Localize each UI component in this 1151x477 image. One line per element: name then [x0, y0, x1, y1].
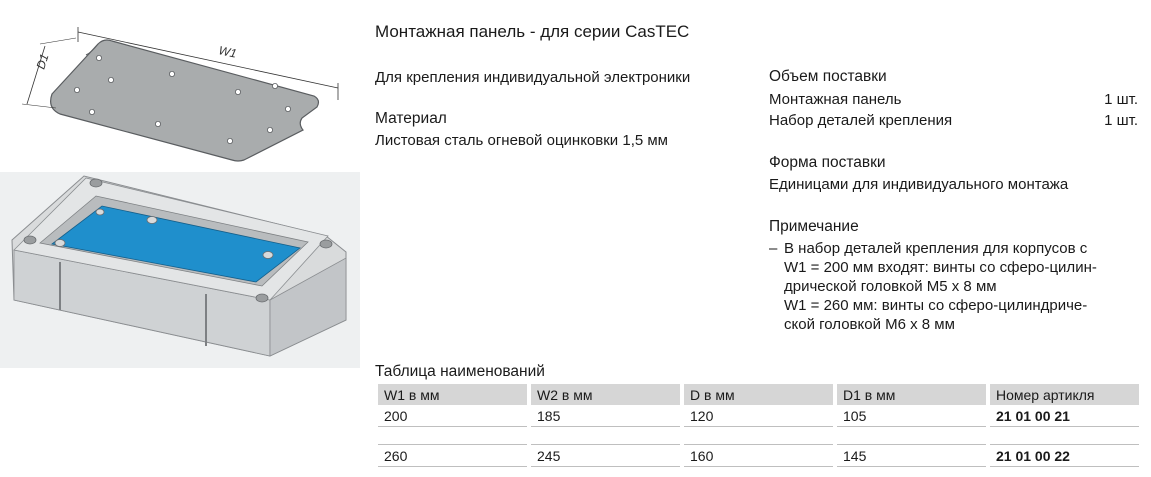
product-illustration: [0, 0, 360, 370]
intro-text: Для крепления индивидуальной электроники: [375, 69, 691, 86]
form-heading: Форма поставки: [769, 154, 886, 171]
dimension-label-d1: D1: [33, 52, 52, 71]
cell-w1: 200: [378, 405, 527, 427]
cell-w2: 185: [531, 405, 680, 427]
note-line: W1 = 260 мм: винты со сферо-цилиндриче-: [784, 297, 1088, 314]
note-line: ской головкой M6 x 8 мм: [784, 316, 955, 333]
material-heading: Материал: [375, 110, 447, 127]
cell-d: 120: [684, 405, 833, 427]
scope-item-name: Монтажная панель: [769, 91, 902, 108]
table-row: [378, 445, 1139, 467]
header-w1: W1 в мм: [378, 384, 527, 405]
housing-render: [0, 172, 360, 368]
form-text: Единицами для индивидуального монтажа: [769, 176, 1069, 193]
note-line: дрической головкой M5 x 8 мм: [784, 278, 997, 295]
cell-d1: 145: [837, 445, 986, 467]
table-row: [378, 405, 1139, 427]
cell-w1: 260: [378, 445, 527, 467]
note-line: – В набор деталей крепления для корпусов с: [769, 240, 1088, 257]
cell-article: 21 01 00 22: [990, 445, 1139, 467]
header-article: Номер артикля: [990, 384, 1139, 405]
table-header-row: [378, 384, 1139, 405]
table-spacer-row: [378, 427, 1139, 445]
header-d1: D1 в мм: [837, 384, 986, 405]
table-title: Таблица наименований: [375, 363, 545, 380]
cell-w2: 245: [531, 445, 680, 467]
note-line: W1 = 200 мм входят: винты со сферо-цилин-: [784, 259, 1097, 276]
dimension-label-w1: W1: [217, 43, 238, 61]
cell-d1: 105: [837, 405, 986, 427]
scope-item: [769, 90, 1138, 109]
scope-item-qty: 1 шт.: [1104, 91, 1138, 108]
header-d: D в мм: [684, 384, 833, 405]
cell-article: 21 01 00 21: [990, 405, 1139, 427]
note-list: [769, 239, 1097, 334]
scope-heading: Объем поставки: [769, 68, 887, 85]
cell-d: 160: [684, 445, 833, 467]
mounting-plate-drawing: [22, 27, 338, 161]
material-text: Листовая сталь огневой оцинковки 1,5 мм: [375, 132, 668, 149]
header-w2: W2 в мм: [531, 384, 680, 405]
note-heading: Примечание: [769, 218, 859, 235]
scope-item: [769, 111, 1138, 130]
scope-item-qty: 1 шт.: [1104, 112, 1138, 129]
note-dash: –: [769, 240, 778, 257]
scope-item-name: Набор деталей крепления: [769, 112, 953, 129]
names-table: [374, 384, 1143, 467]
page-title: Монтажная панель - для серии CasTEC: [375, 22, 690, 41]
